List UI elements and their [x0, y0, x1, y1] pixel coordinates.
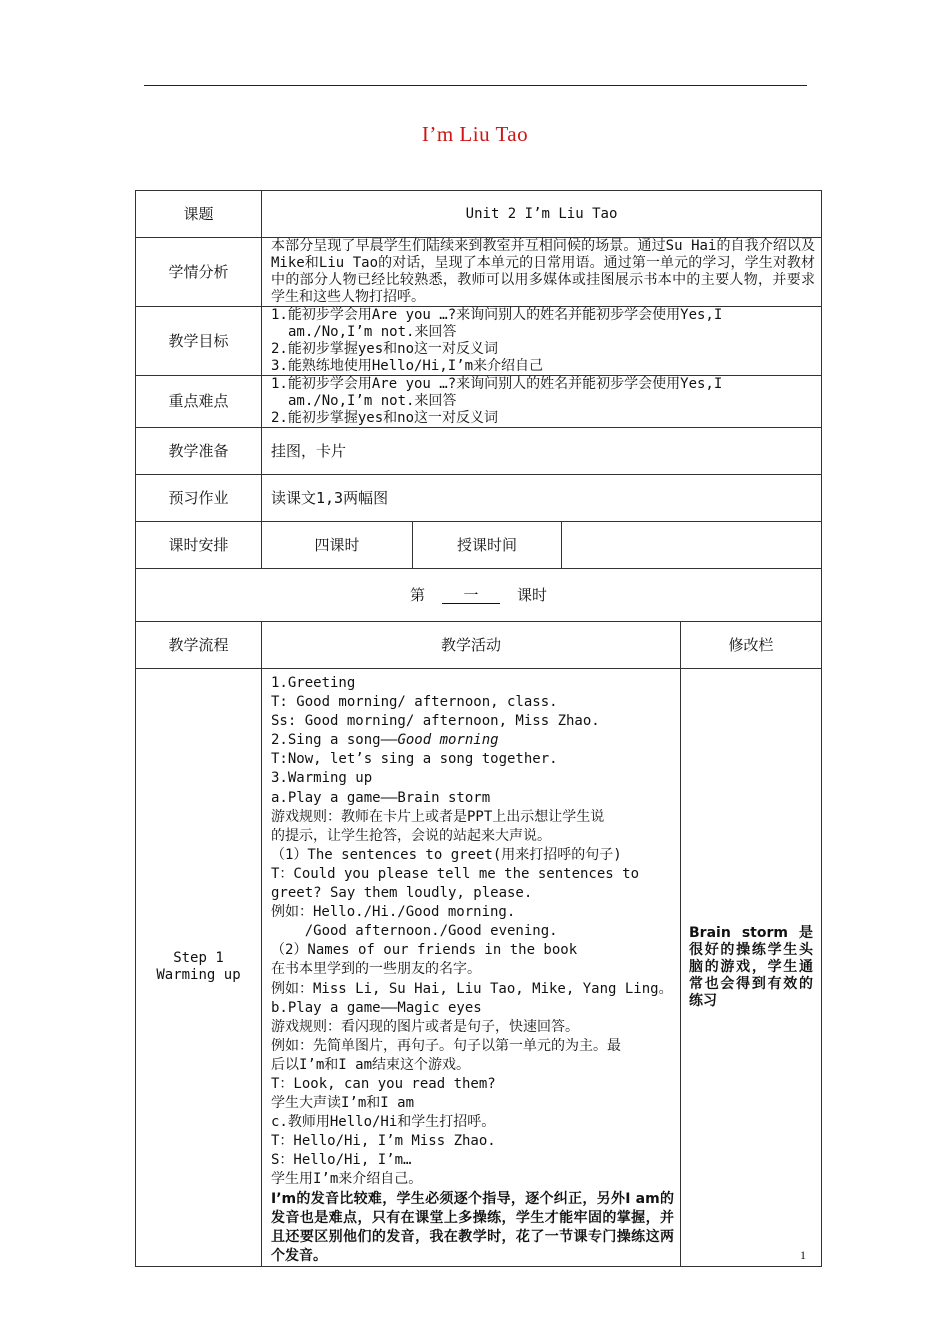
activity-line: T：Hello/Hi, I’m Miss Zhao.: [271, 1133, 496, 1150]
lesson-suffix: 课时: [517, 585, 548, 604]
keypoints-label: 重点难点: [136, 376, 262, 428]
time-label: 授课时间: [413, 522, 562, 569]
keypoint-line: am./No,I’m not.来回答: [288, 393, 457, 409]
homework-label: 预习作业: [136, 475, 262, 522]
row-lesson-number: [136, 569, 822, 622]
activity-line: （1）The sentences to greet(用来打招呼的句子): [271, 846, 622, 863]
topic-value: Unit 2 I’m Liu Tao: [262, 191, 822, 238]
row-topic: [136, 191, 822, 238]
header-rule: [144, 85, 807, 86]
row-schedule: [136, 522, 822, 569]
analysis-text: 本部分呈现了早晨学生们陆续来到教室并互相问候的场景。通过Su Hai的自我介绍以及Mike和Liu Tao的对话，呈现了本单元的日常用语。通过第一单元的学习，学生对教材中的部分人物已经比较熟悉，教师可以用多媒体或挂图展示书本中的主要人物，并要求学生和这些人物打招呼。: [262, 238, 822, 307]
song-name: Good morning: [397, 732, 499, 749]
revision-note: Brain storm 是很好的操练学生头脑的游戏，学生通常也会得到有效的练习: [681, 669, 822, 1267]
lesson-plan-table: [135, 190, 822, 1267]
activity-line: Ss: Good morning/ afternoon, Miss Zhao.: [271, 713, 600, 730]
goal-line: 3.能熟练地使用Hello/Hi,I’m来介绍自己: [271, 358, 544, 374]
lesson-prefix: 第: [409, 585, 425, 604]
activity-line: greet? Say them loudly, please.: [271, 885, 533, 902]
schedule-label: 课时安排: [136, 522, 262, 569]
activity-line: T：Look, can you read them?: [271, 1075, 496, 1092]
lesson-number-cell: [136, 569, 822, 622]
goal-line: am./No,I’m not.来回答: [288, 324, 457, 340]
goals-list: [262, 307, 822, 376]
page-number: 1: [800, 1248, 806, 1262]
activity-line: 在书本里学到的一些朋友的名字。: [271, 961, 481, 978]
process-col-activity: 教学活动: [262, 622, 681, 669]
step-cell: [136, 669, 262, 1267]
process-col-revision: 修改栏: [681, 622, 822, 669]
activity-line: b.Play a game——Magic eyes: [271, 999, 482, 1016]
topic-label: 课题: [136, 191, 262, 238]
activity-line: 学生大声读I’m和I am: [271, 1095, 415, 1112]
activity-line: 例如：Miss Li, Su Hai, Liu Tao, Mike, Yang Ling。: [271, 980, 673, 997]
bold-reflection: I’m的发音比较难，学生必须逐个指导，逐个纠正，另外I am的发音也是难点，只有在课堂上多操练，学生才能牢固的掌握，并且还要区别他们的发音，我在教学时，花了一节课专门操练这两个发音。: [271, 1190, 674, 1264]
process-col-flow: 教学流程: [136, 622, 262, 669]
activity-line: 后以I’m和I am结束这个游戏。: [271, 1056, 471, 1073]
activity-line: （2）Names of our friends in the book: [271, 942, 578, 959]
activity-line: T：Could you please tell me the sentences to: [271, 865, 640, 882]
song-prefix: 2.Sing a song——: [271, 732, 398, 749]
keypoint-line: 1.能初步学会用Are you …?来询问别人的姓名并能初步学会使用Yes,I: [271, 376, 723, 392]
activity-line: 例如：先简单图片，再句子。句子以第一单元的为主。最: [271, 1037, 621, 1054]
time-value: [562, 522, 822, 569]
row-process-header: [136, 622, 822, 669]
activity-line: 3.Warming up: [271, 770, 373, 787]
prep-value: 挂图，卡片: [262, 428, 822, 475]
activity-line-song: [271, 731, 674, 750]
row-prep: [136, 428, 822, 475]
activity-line: 例如：Hello./Hi./Good morning.: [271, 904, 516, 921]
row-goals: [136, 307, 822, 376]
activity-line: a.Play a game——Brain storm: [271, 789, 491, 806]
activity-line: 的提示，让学生抢答，会说的站起来大声说。: [271, 827, 551, 844]
step-subtitle: Warming up: [156, 967, 241, 984]
step-activities: [262, 669, 681, 1267]
activity-line: T: Good morning/ afternoon, class.: [271, 694, 558, 711]
activity-line: T:Now, let’s sing a song together.: [271, 751, 558, 768]
homework-value: 读课文1,3两幅图: [262, 475, 822, 522]
keypoints-list: [262, 376, 822, 428]
activity-line: 学生用I’m来介绍自己。: [271, 1171, 423, 1188]
activity-line: /Good afternoon./Good evening.: [271, 923, 558, 940]
row-analysis: [136, 238, 822, 307]
step-title: Step 1: [173, 950, 224, 967]
goal-line: 1.能初步学会用Are you …?来询问别人的姓名并能初步学会使用Yes,I: [271, 307, 723, 323]
prep-label: 教学准备: [136, 428, 262, 475]
row-step1: [136, 669, 822, 1267]
schedule-value: 四课时: [262, 522, 413, 569]
activity-line: S：Hello/Hi, I’m…: [271, 1152, 412, 1169]
activity-line: c.教师用Hello/Hi和学生打招呼。: [271, 1114, 496, 1131]
goals-label: 教学目标: [136, 307, 262, 376]
goal-line: 2.能初步掌握yes和no这一对反义词: [271, 341, 499, 357]
lesson-number: 一: [442, 587, 500, 604]
activity-line: 游戏规则：看闪现的图片或者是句子，快速回答。: [271, 1018, 579, 1035]
row-homework: [136, 475, 822, 522]
activity-line: 游戏规则：教师在卡片上或者是PPT上出示想让学生说: [271, 808, 605, 825]
activity-line: 1.Greeting: [271, 675, 356, 691]
analysis-label: 学情分析: [136, 238, 262, 307]
document-title: I’m Liu Tao: [421, 122, 529, 146]
keypoint-line: 2.能初步掌握yes和no这一对反义词: [271, 410, 499, 426]
row-keypoints: [136, 376, 822, 428]
